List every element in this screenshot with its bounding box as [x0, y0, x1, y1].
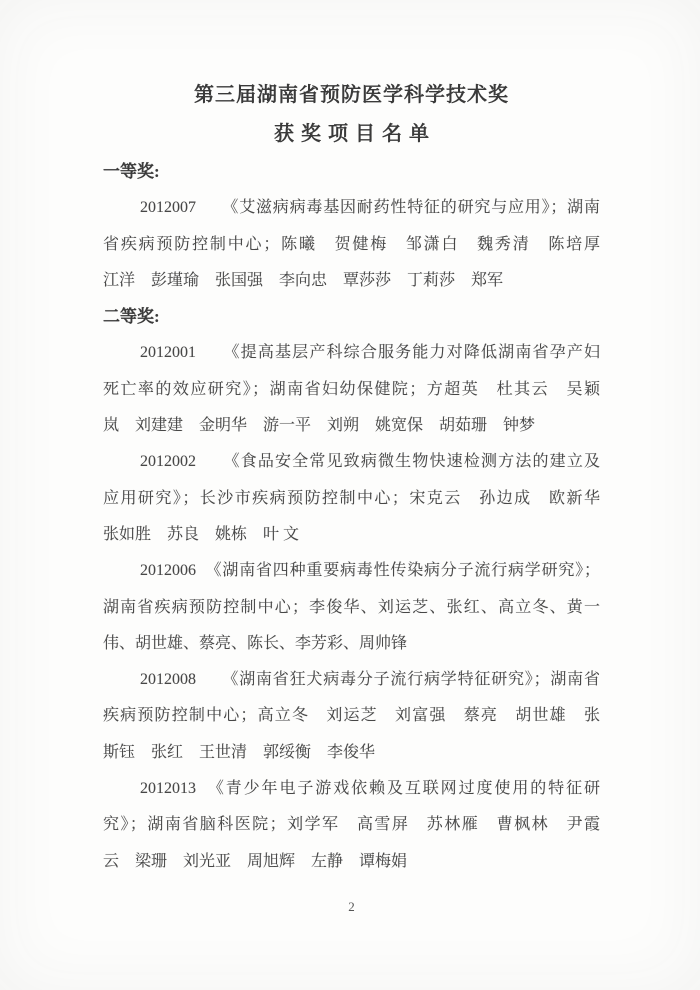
award-entry-2012001-line: 岚 刘建建 金明华 游一平 刘朔 姚宽保 胡茹珊 钟梦 — [103, 417, 536, 435]
page-number: 2 — [348, 898, 355, 914]
award-entry-2012006-line: 伟、胡世雄、蔡亮、陈长、李芳彩、周帅锋 — [103, 634, 408, 652]
award-entry-2012001-line: 死亡率的效应研究》；湖南省妇幼保健院；方超英 杜其云 吴颖 — [103, 380, 600, 398]
award-entry-2012013-line: 究》；湖南省脑科医院；刘学军 高雪屏 苏林雁 曹枫林 尹霞 — [103, 816, 600, 834]
award-entry-2012001-line: 2012001 《提高基层产科综合服务能力对降低湖南省孕产妇 — [140, 344, 600, 362]
award-entry-2012013-line: 云 梁珊 刘光亚 周旭辉 左静 谭梅娟 — [103, 852, 408, 870]
award-entry-2012002-line: 应用研究》；长沙市疾病预防控制中心；宋克云 孙边成 欧新华 — [103, 489, 600, 507]
award-entry-2012007-line: 2012007 《艾滋病病毒基因耐药性特征的研究与应用》；湖南 — [140, 199, 600, 217]
award-entry-2012013-line: 2012013 《青少年电子游戏依赖及互联网过度使用的特征研 — [140, 780, 600, 798]
award-entry-2012007-line: 省疾病预防控制中心；陈曦 贺健梅 邹潇白 魏秀清 陈培厚 — [103, 235, 600, 253]
award-entry-2012008-line: 疾病预防控制中心；高立冬 刘运芝 刘富强 蔡亮 胡世雄 张 — [103, 707, 600, 725]
award-entry-2012007-line: 江洋 彭瑾瑜 张国强 李向忠 覃莎莎 丁莉莎 郑军 — [103, 271, 504, 289]
document-title: 第三届湖南省预防医学科学技术奖 — [194, 84, 509, 106]
section-heading-first-prize: 一等奖: — [103, 162, 160, 181]
section-heading-second-prize: 二等奖: — [103, 307, 160, 327]
award-entry-2012008-line: 2012008 《湖南省狂犬病毒分子流行病学特征研究》；湖南省 — [140, 671, 600, 689]
award-entry-2012002-line: 张如胜 苏良 姚栋 叶 文 — [103, 525, 300, 543]
award-entry-2012002-line: 2012002 《食品安全常见致病微生物快速检测方法的建立及 — [140, 453, 600, 471]
document-subtitle: 获奖项目名单 — [274, 123, 436, 145]
award-entry-2012006-line: 2012006 《湖南省四种重要病毒性传染病分子流行病学研究》； — [140, 562, 600, 580]
award-entry-2012008-line: 斯钰 张红 王世清 郭绥衡 李俊华 — [103, 743, 376, 761]
award-entry-2012006-line: 湖南省疾病预防控制中心；李俊华、刘运芝、张红、高立冬、黄一 — [103, 598, 600, 616]
